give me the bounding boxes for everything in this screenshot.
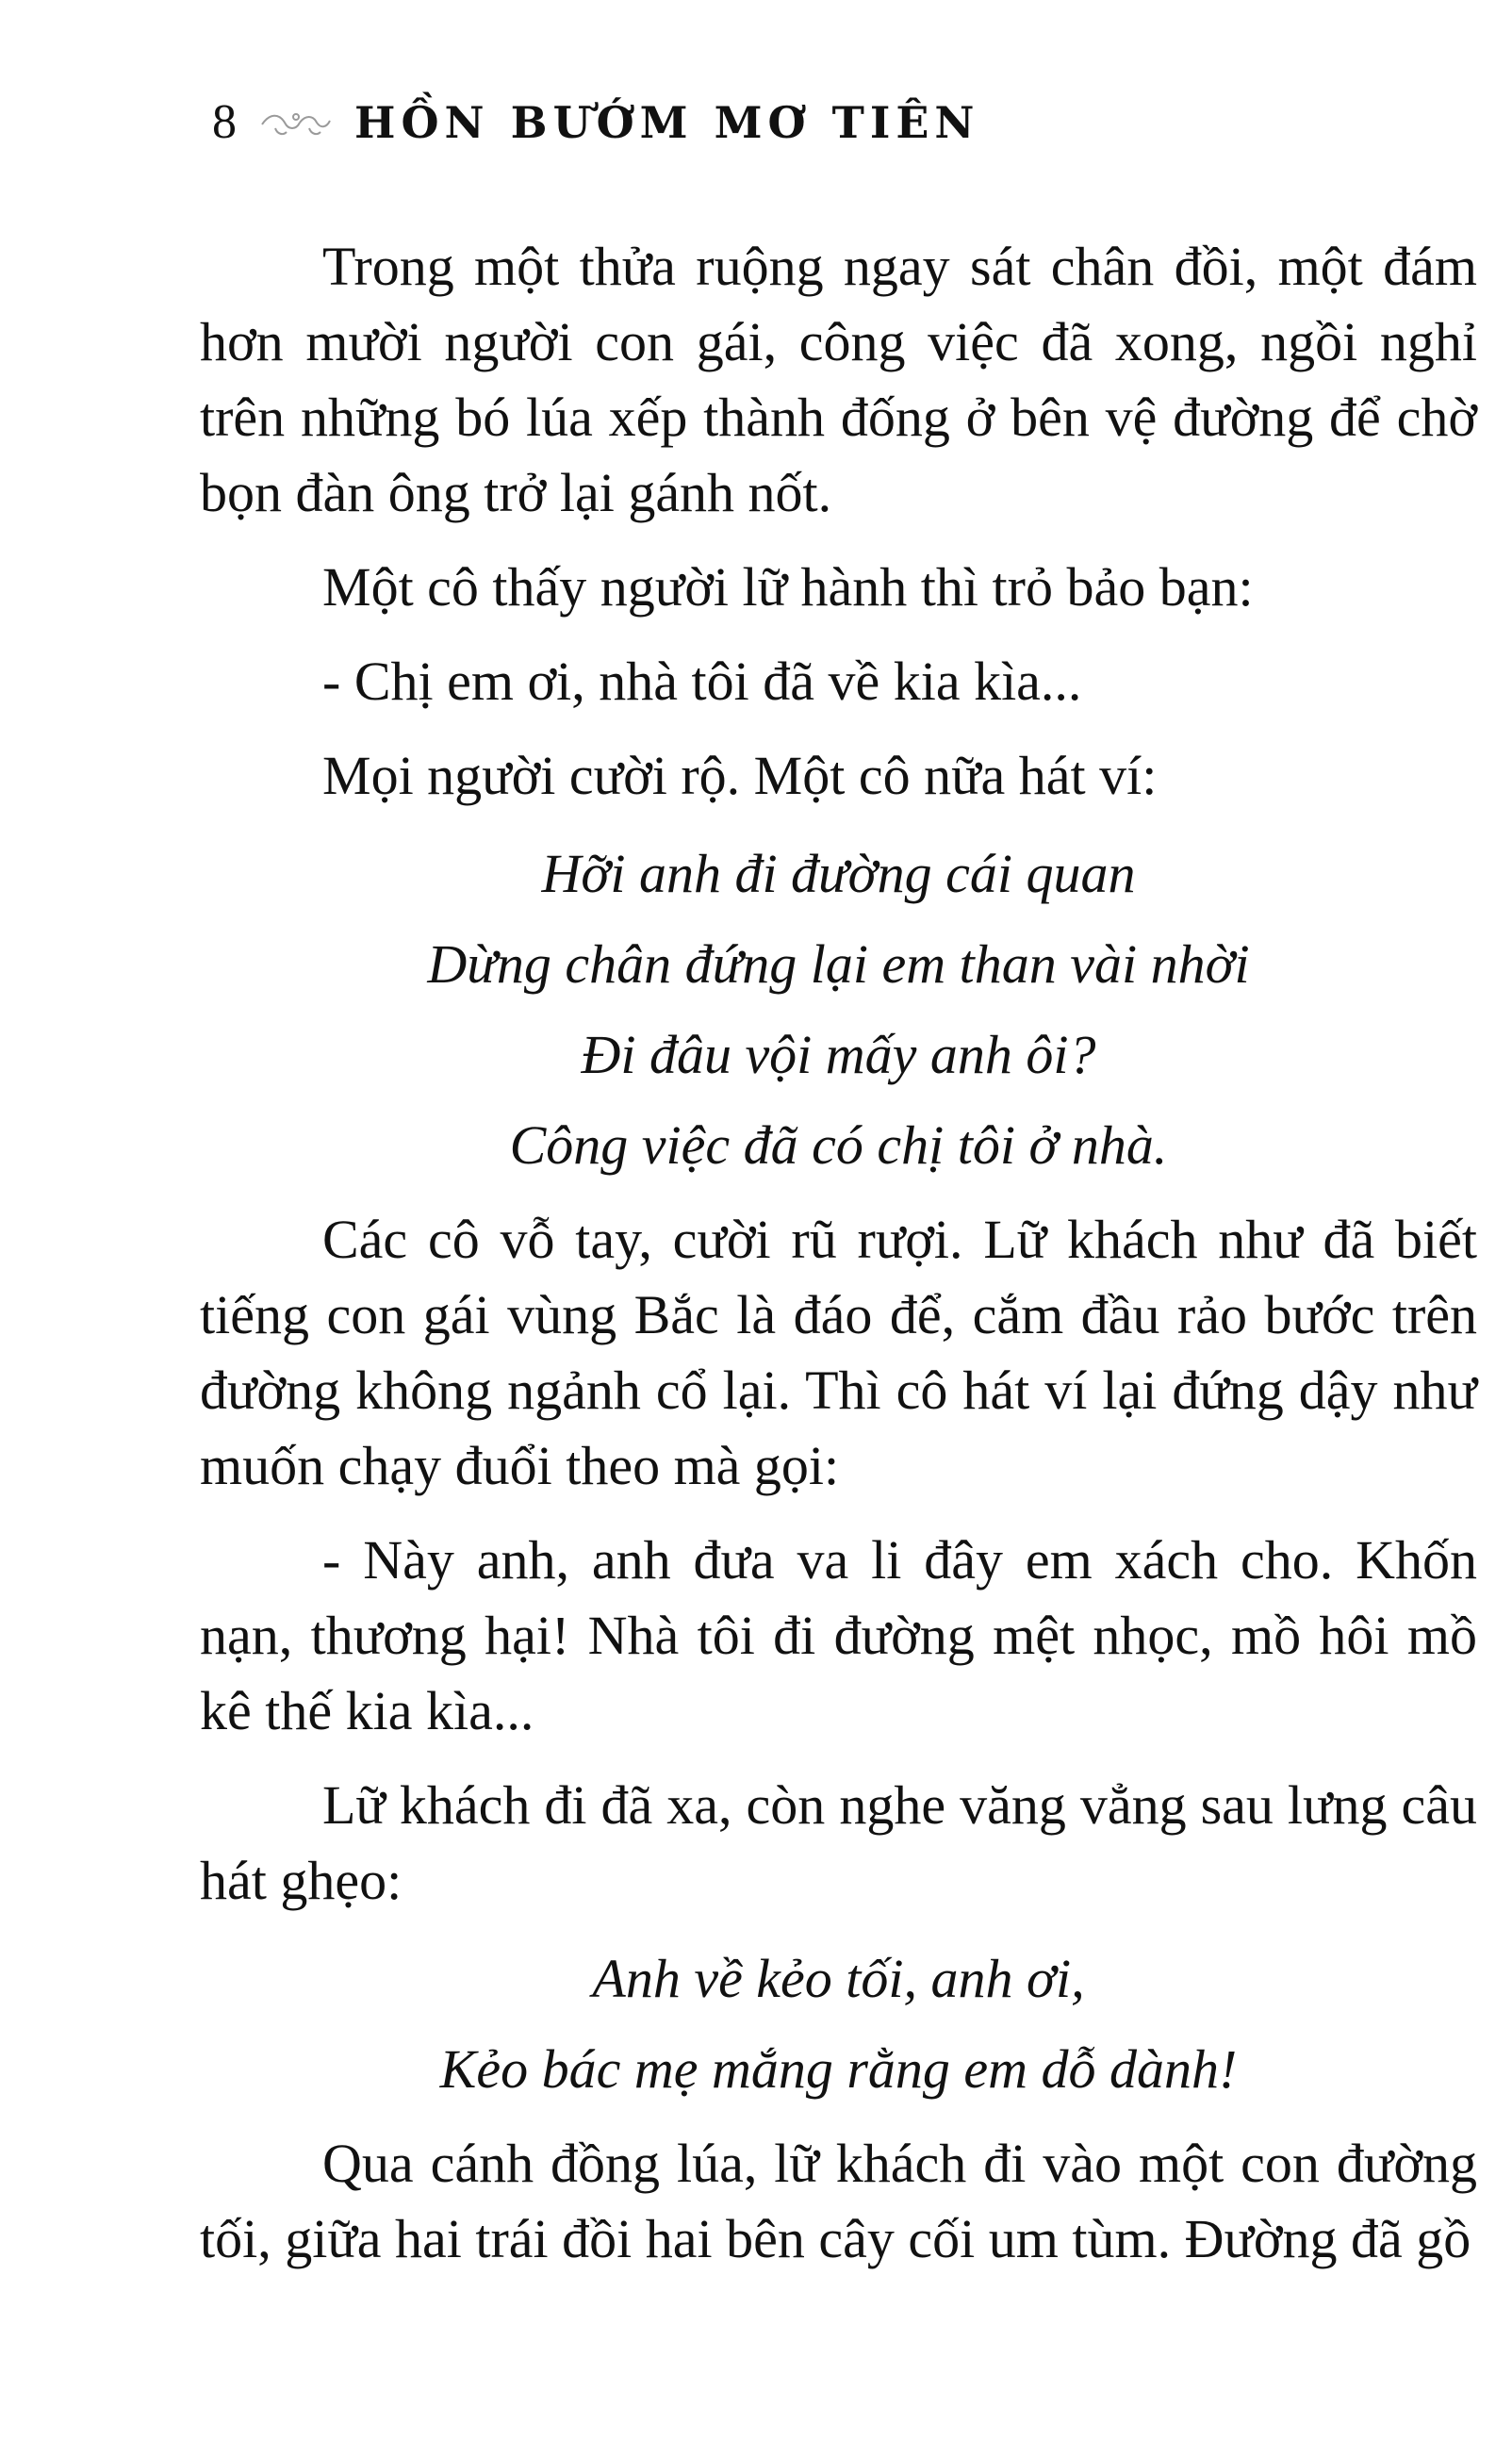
page-number: 8 [212,95,238,149]
dialogue-2: - Này anh, anh đưa va li đây em xách cho. Khốn nạn, thương hại! Nhà tôi đi đường mệt nhọc, mồ hôi mồ kê thế kia kìa... [200,1529,1477,1741]
dialogue-1: - Chị em ơi, nhà tôi đã về kia kìa... [322,651,1082,712]
body-text [200,229,1477,2277]
verse-line: Công việc đã có chị tôi ở nhà. [509,1114,1168,1176]
paragraph-3: Mọi người cười rộ. Một cô nữa hát ví: [322,745,1158,806]
verse-2 [200,1934,1477,2115]
verse-line: Anh về kẻo tối, anh ơi, [592,1948,1085,2009]
page-header [212,94,979,150]
verse-line: Dừng chân đứng lại em than vài nhời [427,933,1250,995]
floral-ornament-icon [258,104,334,141]
verse-line: Đi đâu vội mấy anh ôi? [581,1024,1096,1085]
verse-line: Kẻo bác mẹ mắng rằng em dỗ dành! [439,2038,1238,2100]
running-title: HỒN BƯỚM MƠ TIÊN [354,96,980,148]
verse-line: Hỡi anh đi đường cái quan [541,843,1136,904]
paragraph-4: Các cô vỗ tay, cười rũ rượi. Lữ khách như đã biết tiếng con gái vùng Bắc là đáo để, cắm đầu rảo bước trên đường không ngảnh cổ lại. Thì cô hát ví lại đứng dậy như muốn chạy đuổi theo mà gọi: [200,1209,1477,1496]
paragraph-6: Qua cánh đồng lúa, lữ khách đi vào một con đường tối, giữa hai trái đồi hai bên cây cối um tùm. Đường đã gồ [200,2133,1477,2269]
paragraph-5: Lữ khách đi đã xa, còn nghe văng vẳng sau lưng câu hát ghẹo: [200,1774,1477,1911]
paragraph-2: Một cô thấy người lữ hành thì trỏ bảo bạn: [322,556,1254,618]
paragraph-1: Trong một thửa ruộng ngay sát chân đồi, một đám hơn mười người con gái, công việc đã xong, ngồi nghỉ trên những bó lúa xếp thành đống ở bên vệ đường để chờ bọn đàn ông trở lại gánh nốt. [200,236,1477,523]
verse-1 [200,829,1477,1191]
